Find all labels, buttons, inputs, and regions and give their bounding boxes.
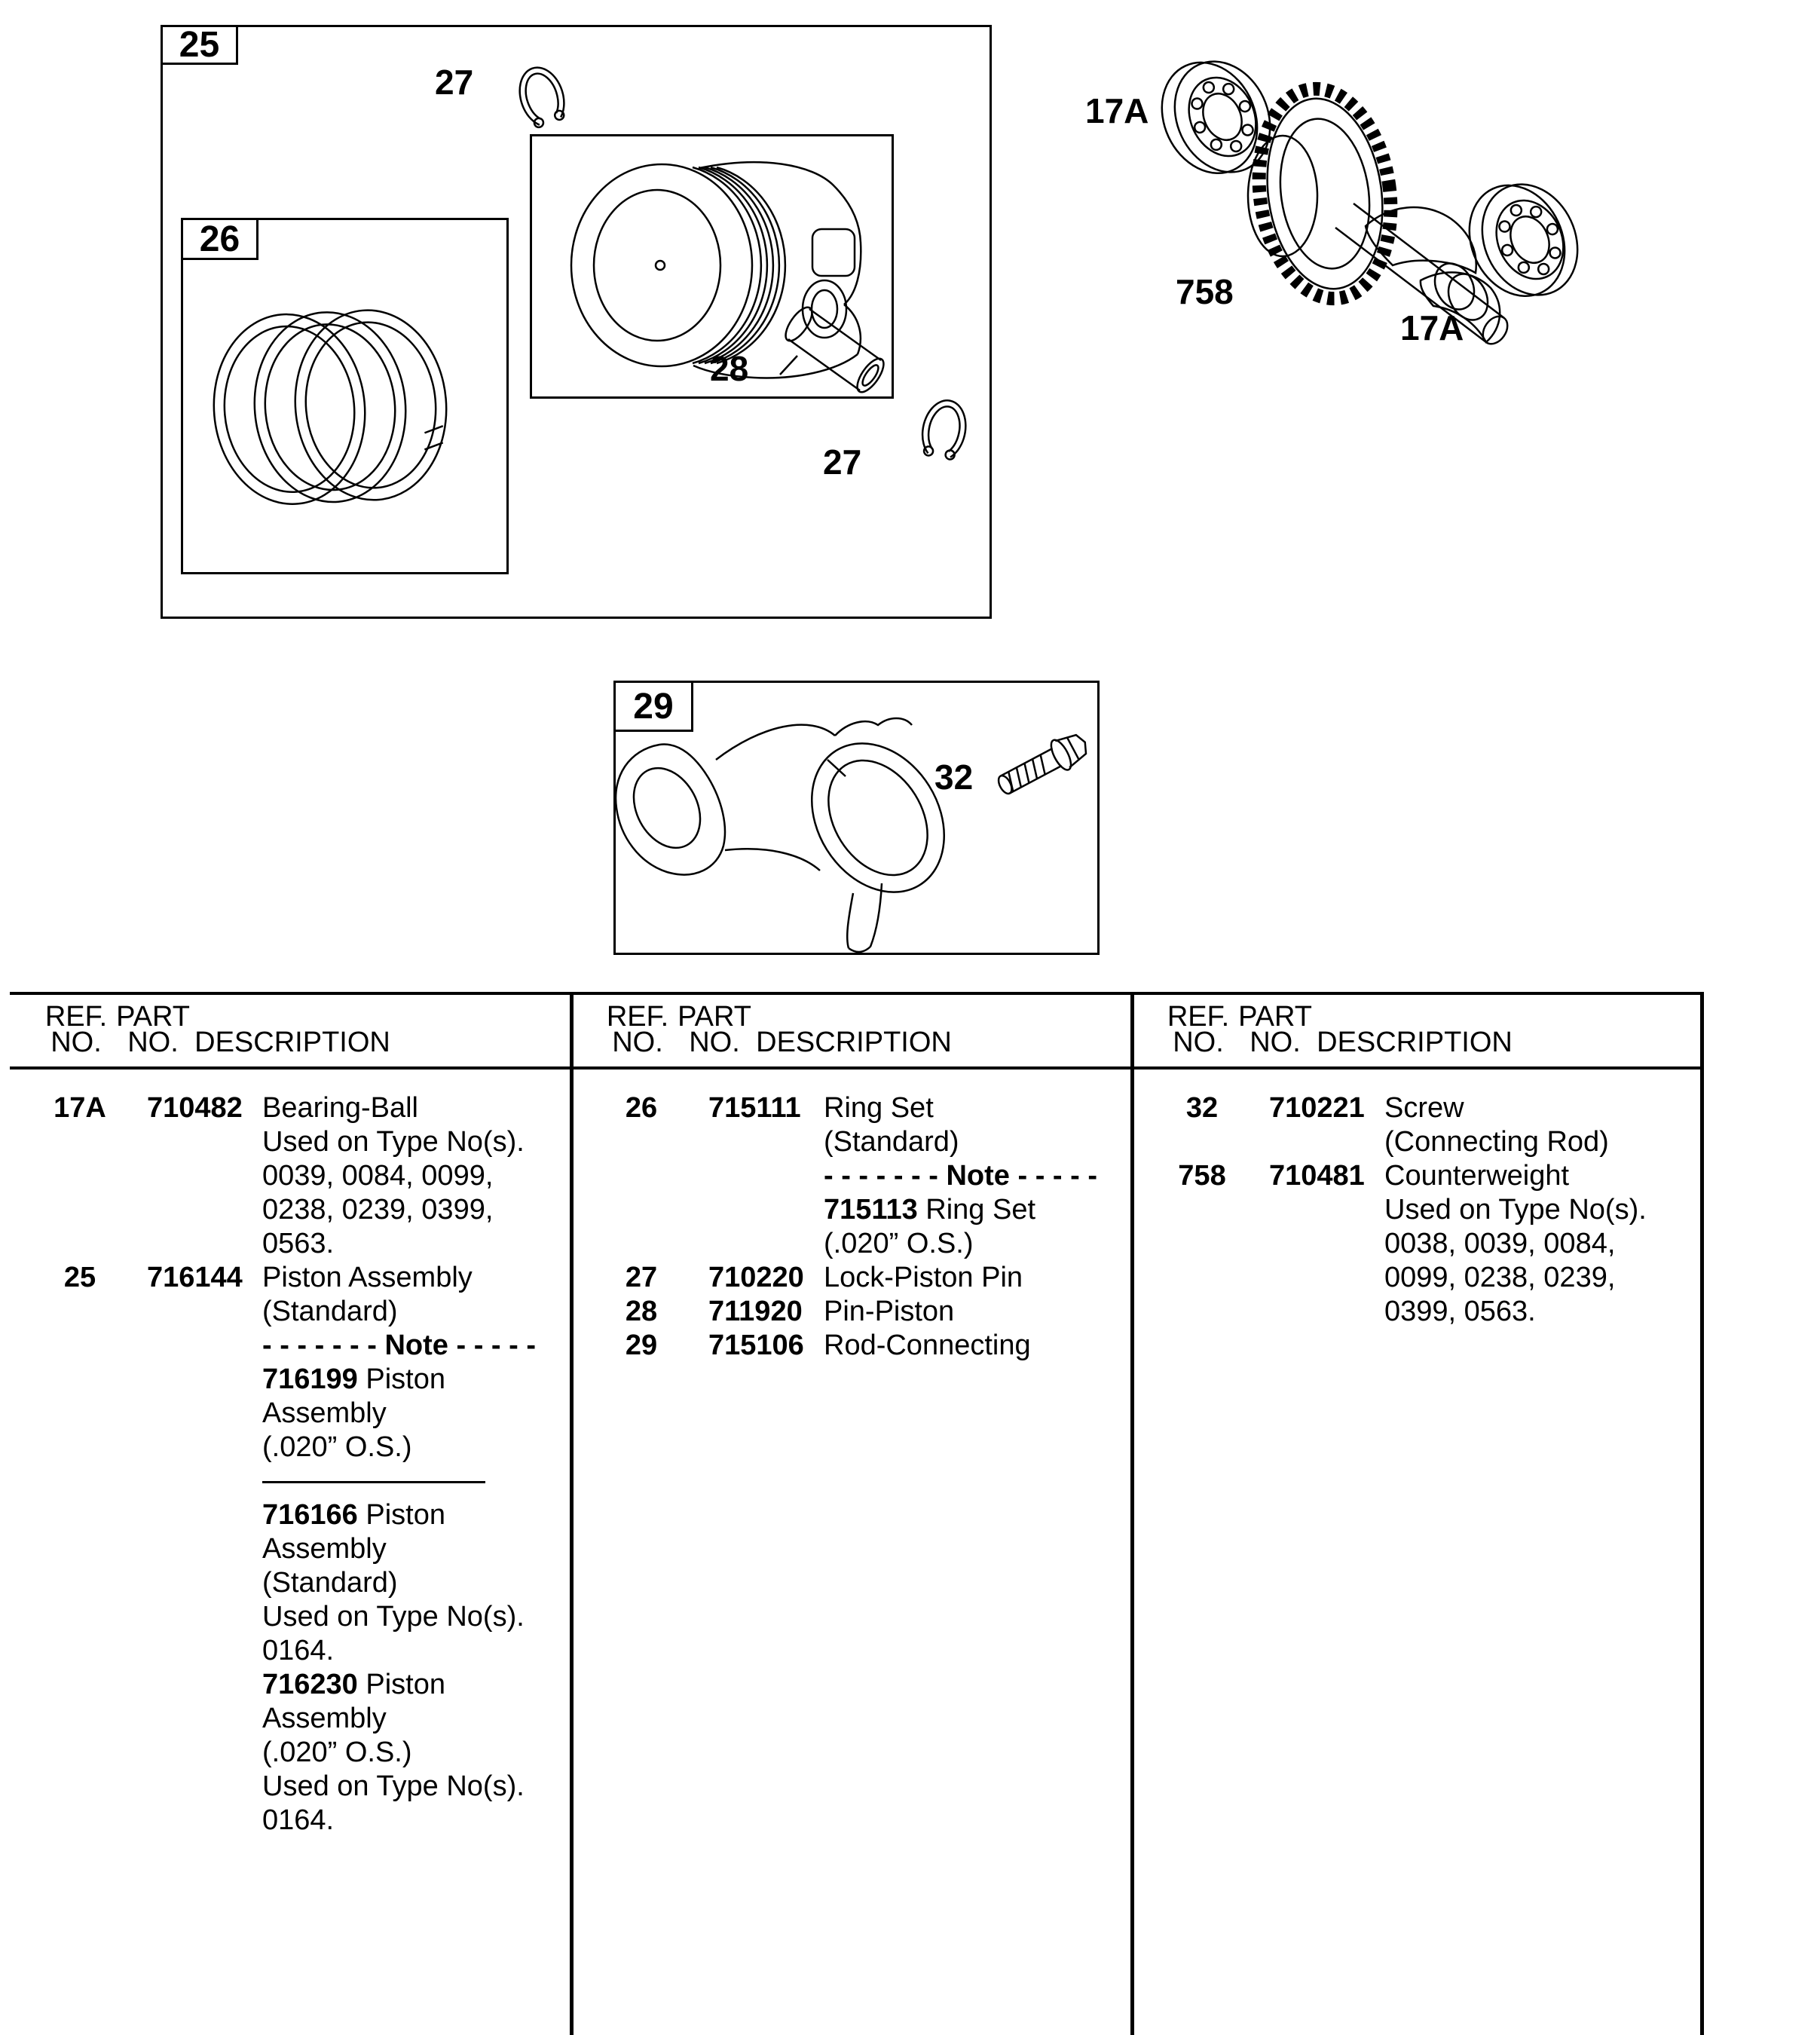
part-no: 710481 [1269,1160,1365,1192]
ref-no: 758 [1178,1160,1226,1192]
description-line: (.020” O.S.) [262,1737,412,1768]
description-line: Piston Assembly [262,1262,473,1293]
figure-label-25 [161,25,238,65]
description-line: 0563. [262,1228,335,1259]
description-line: Pin-Piston [824,1296,955,1327]
callout-28: 28 [710,349,749,388]
header-ref: NO. [612,1027,663,1058]
description-line: Assembly [262,1533,387,1565]
retaining-ring-icon [512,62,570,130]
callout-17a-upper: 17A [1085,91,1149,130]
header-ref: NO. [50,1027,102,1058]
table-top-rule [10,992,1703,995]
description-line: 715113 Ring Set [824,1194,1036,1226]
description-line: Ring Set [824,1092,934,1124]
header-part: NO. [127,1027,179,1058]
ref-no: 28 [625,1296,658,1327]
figure-label-29 [613,681,693,732]
description-line: Rod-Connecting [824,1330,1031,1361]
part-no: 710221 [1269,1092,1365,1124]
header-part: PART [116,1001,190,1033]
ref-no: 17A [54,1092,106,1124]
ref-no: 27 [625,1262,658,1293]
header-ref: REF. [44,1001,108,1033]
piston-rings-drawing [206,301,454,513]
description-line: 0099, 0238, 0239, [1384,1262,1616,1293]
figure-number: 26 [199,219,240,259]
header-description: DESCRIPTION [194,1027,390,1058]
description-line: (Connecting Rod) [1384,1126,1609,1158]
header-part: NO. [689,1027,740,1058]
callout-27-lower: 27 [823,442,862,482]
column-divider [570,992,574,2035]
part-no: 715111 [708,1092,801,1124]
figure-number: 29 [633,686,674,727]
description-line: (Standard) [262,1567,398,1599]
description-line: 716230 Piston [262,1669,445,1700]
description-line: Assembly [262,1703,387,1734]
header-description: DESCRIPTION [1317,1027,1513,1058]
description-line: Bearing-Ball [262,1092,418,1124]
description-line: 0039, 0084, 0099, [262,1160,494,1192]
part-no: 716144 [147,1262,243,1293]
description-line: 716166 Piston [262,1499,445,1531]
description-line: 0164. [262,1804,335,1836]
description-line: (.020” O.S.) [262,1431,412,1463]
description-line: Used on Type No(s). [1384,1194,1647,1226]
header-ref: REF. [1167,1001,1230,1033]
part-no: 710220 [708,1262,804,1293]
screw-drawing [993,727,1093,801]
header-part: PART [678,1001,751,1033]
retaining-ring-icon [918,396,971,462]
ref-no: 32 [1185,1092,1219,1124]
description-line: Used on Type No(s). [262,1770,525,1802]
description-line: Screw [1384,1092,1464,1124]
description-line: Lock-Piston Pin [824,1262,1023,1293]
part-no: 711920 [708,1296,803,1327]
description-line: Assembly [262,1397,387,1429]
header-part: NO. [1250,1027,1301,1058]
figure-label-26 [181,218,258,260]
ref-no: 26 [625,1092,658,1124]
description-line: (Standard) [262,1296,398,1327]
description-line: Used on Type No(s). [262,1601,525,1633]
part-no: 710482 [147,1092,243,1124]
callout-27-upper: 27 [435,63,474,102]
piston-pin-drawing [781,303,889,396]
description-line: 0399, 0563. [1384,1296,1536,1327]
header-ref: NO. [1173,1027,1224,1058]
callout-32: 32 [934,757,974,797]
description-line: 716199 Piston [262,1363,445,1395]
description-line: (Standard) [824,1126,959,1158]
header-ref: REF. [606,1001,669,1033]
description-line: 0038, 0039, 0084, [1384,1228,1616,1259]
ball-bearing-icon [1144,41,1287,193]
note-line: - - - - - - - Note - - - - - [824,1160,1097,1192]
ref-no: 29 [625,1330,658,1361]
description-line: Used on Type No(s). [262,1126,525,1158]
connecting-rod-drawing [616,718,974,952]
ref-no: 25 [63,1262,96,1293]
callout-758: 758 [1176,272,1234,311]
piston-drawing [571,162,861,378]
header-description: DESCRIPTION [756,1027,952,1058]
description-line: 0164. [262,1635,335,1666]
header-part: PART [1238,1001,1312,1033]
table-header-rule [10,1066,1703,1070]
description-line: Counterweight [1384,1160,1570,1192]
figure-number: 25 [179,25,220,65]
description-line: 0238, 0239, 0399, [262,1194,494,1226]
part-no: 715106 [708,1330,804,1361]
description-line: (.020” O.S.) [824,1228,974,1259]
note-line: - - - - - - - Note - - - - - [262,1330,536,1361]
column-divider [1130,992,1134,2035]
callout-17a-lower: 17A [1400,308,1464,347]
table-right-border [1700,992,1704,2035]
